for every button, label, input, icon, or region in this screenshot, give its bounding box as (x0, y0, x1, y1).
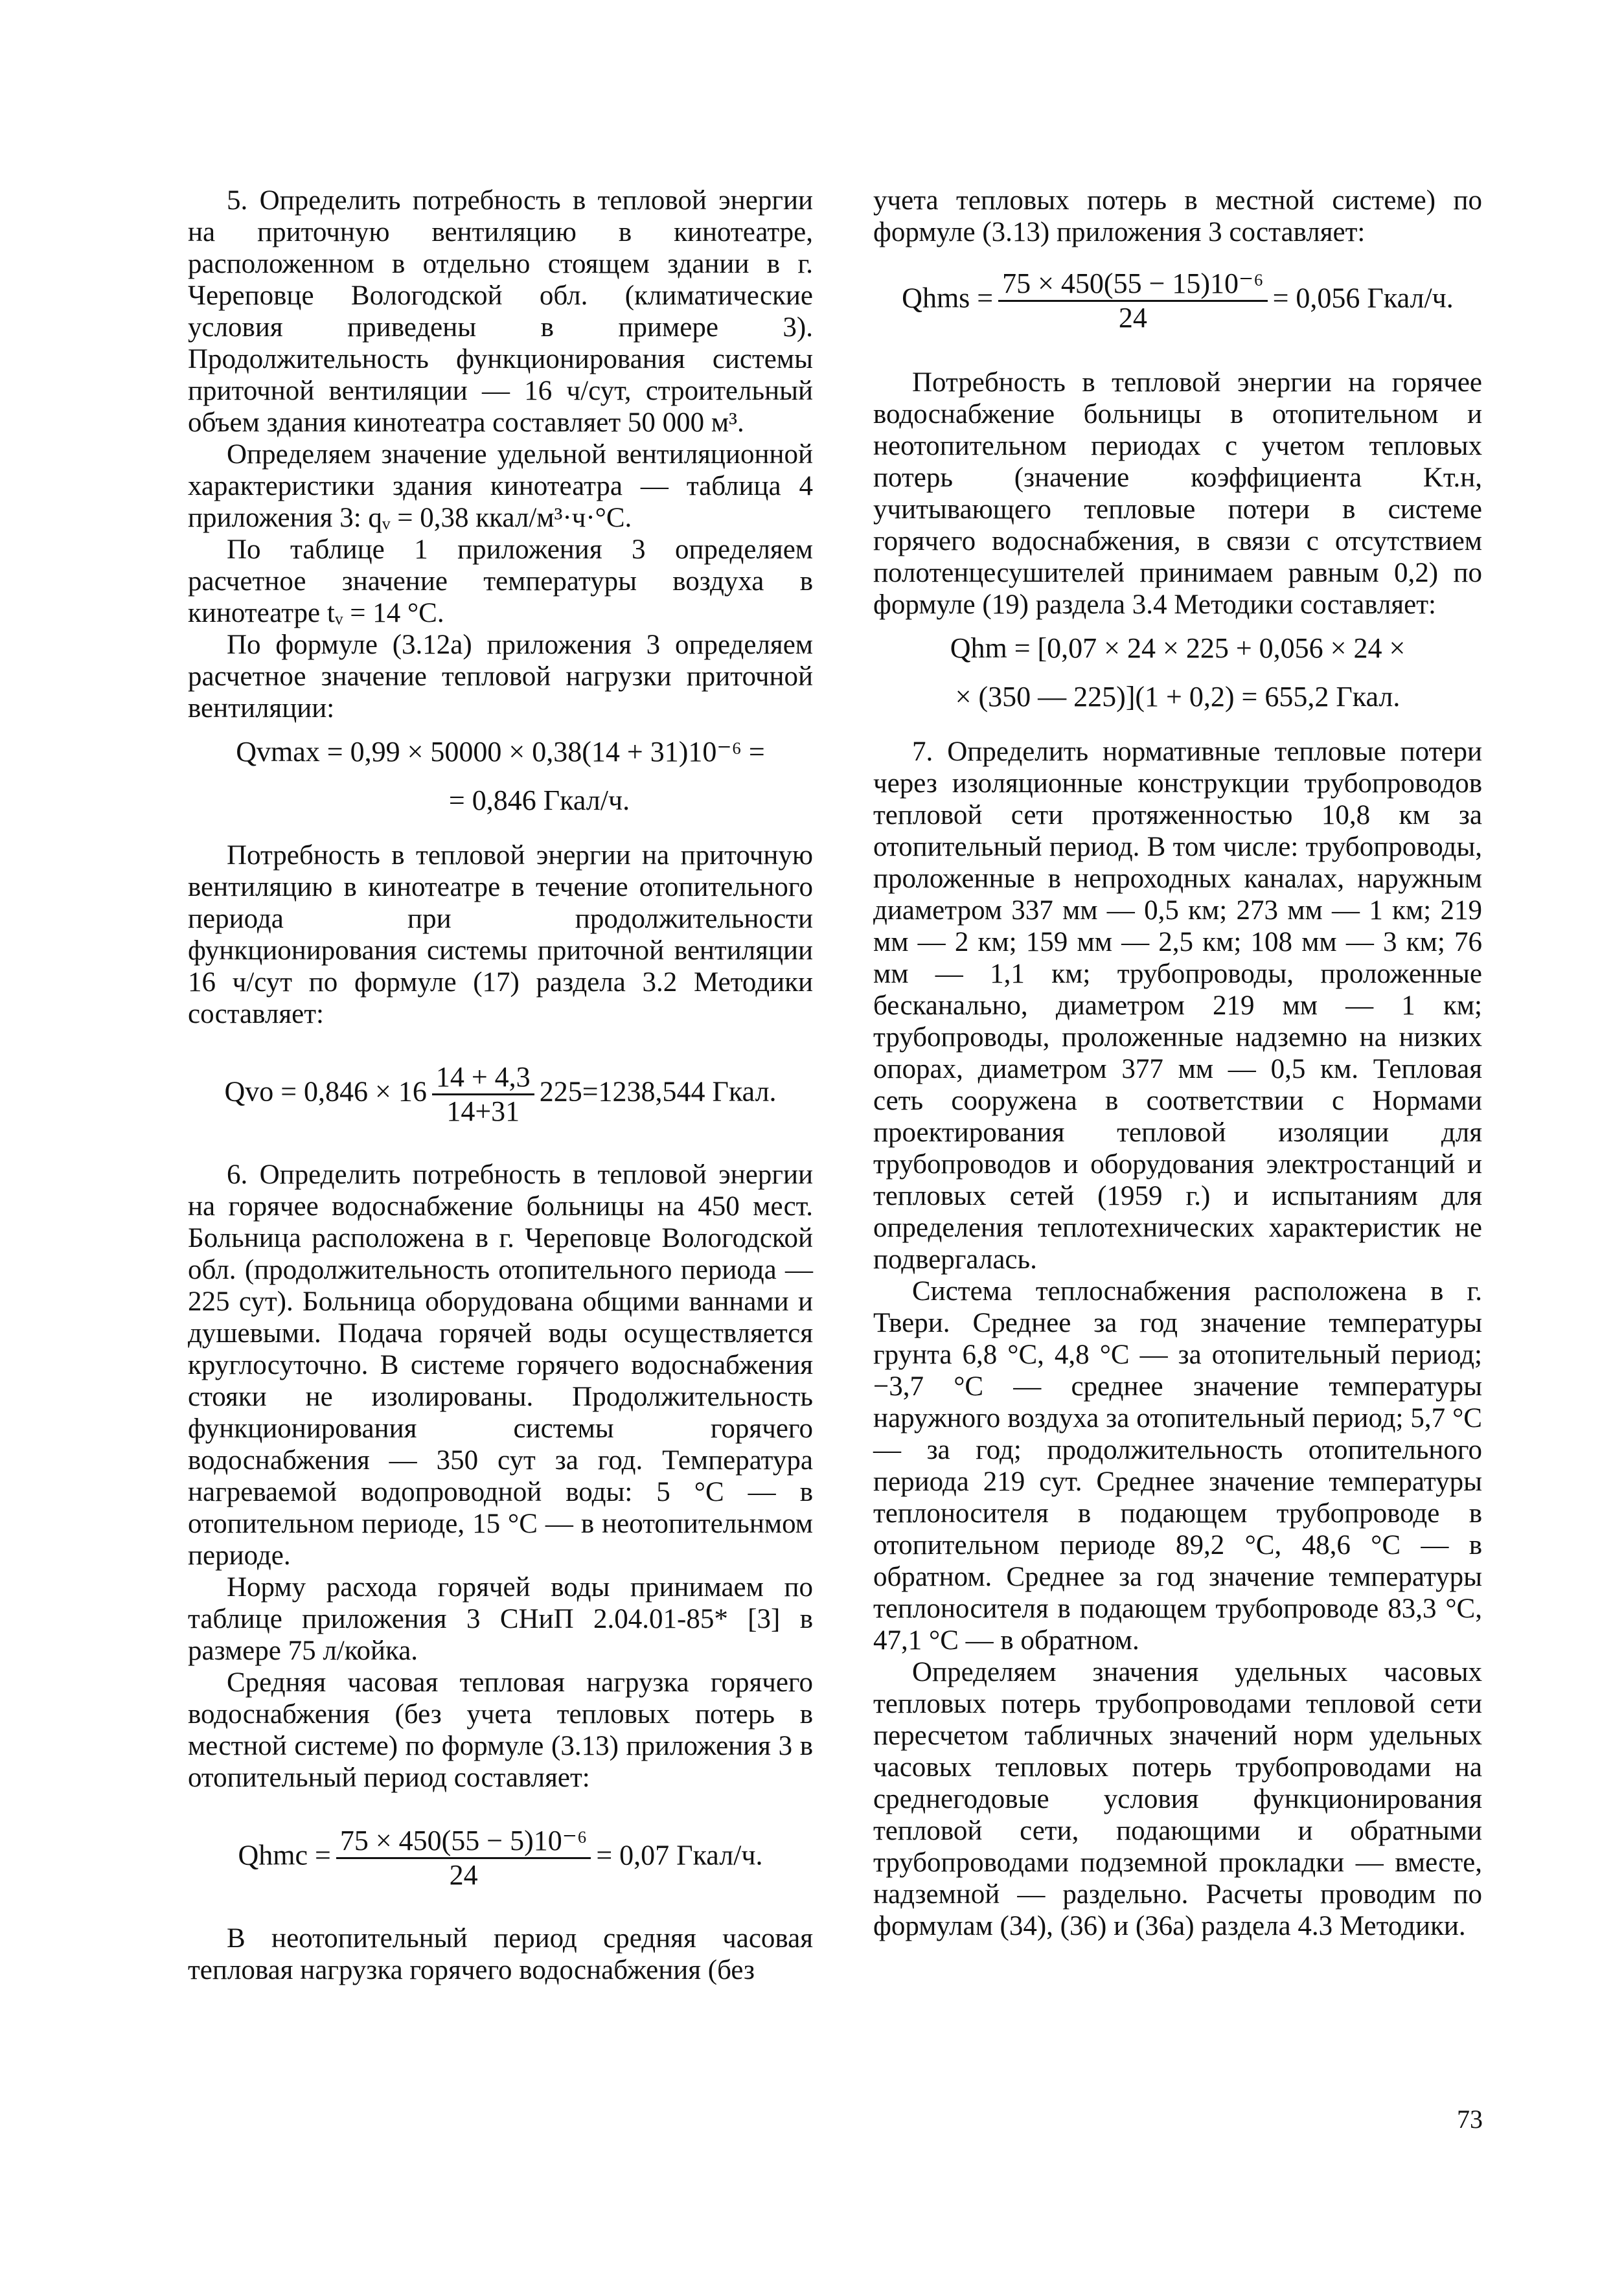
fraction-denominator: 24 (1118, 302, 1147, 334)
formula-qhms (873, 268, 1482, 334)
fraction (998, 268, 1268, 334)
paragraph: По таблице 1 приложения 3 определяем расчетное значение температуры воздуха в кинотеатре tᵥ = 14 °С. (188, 534, 813, 628)
formula-qhm-line1: Qhm = [0,07 × 24 × 225 + 0,056 × 24 × (950, 632, 1406, 664)
paragraph: В неотопительный период средняя часовая тепловая нагрузка горячего водоснабжения (без (188, 1923, 813, 1985)
formula-qhm-line2: × (350 — 225)](1 + 0,2) = 655,2 Гкал. (955, 681, 1401, 713)
formula-qvmax-line2: = 0,846 Гкал/ч. (448, 784, 630, 816)
formula-qhmc (188, 1825, 813, 1891)
formula-rhs: = 0,07 Гкал/ч. (596, 1839, 763, 1871)
fraction-numerator: 75 × 450(55 − 15)10⁻⁶ (998, 268, 1268, 302)
formula-rhs: = 0,056 Гкал/ч. (1272, 282, 1454, 314)
paragraph-task-6: 6. Определить потребность в тепловой энергии на горячее водоснабжение больницы на 450 мест. Больница расположена в г. Череповце Вологодской обл. (продолжительность отопительного периода — 225 сут). Больница оборудована общими ваннами и душевыми. Подача горячей воды осуществляется круглосуточно. В системе горячего водоснабжения стояки не изолированы. Продолжительность функционирования системы горячего водоснабжения — 350 сут за год. Температура нагреваемой водопроводной воды: 5 °С — в отопительном периоде, 15 °С — в неотопительнмом периоде. (188, 1159, 813, 1571)
fraction-numerator: 75 × 450(55 − 5)10⁻⁶ (336, 1825, 591, 1859)
fraction-denominator: 14+31 (446, 1095, 520, 1127)
fraction-numerator: 14 + 4,3 (432, 1061, 534, 1095)
paragraph: Норму расхода горячей воды принимаем по таблице приложения 3 СНиП 2.04.01-85* [3] в размере 75 л/койка. (188, 1572, 813, 1666)
fraction-denominator: 24 (449, 1859, 478, 1891)
paragraph: Потребность в тепловой энергии на приточную вентиляцию в кинотеатре в течение отопительного периода при продолжительности функционирования системы приточной вентиляции 16 ч/сут по формуле (17) раздела 3.2 Методики составляет: (188, 840, 813, 1029)
paragraph: По формуле (3.12а) приложения 3 определяем расчетное значение тепловой нагрузки приточной вентиляции: (188, 630, 813, 724)
paragraph: Потребность в тепловой энергии на горячее водоснабжение больницы в отопительном и неотопительном периодах с учетом тепловых потерь (значение коэффициента Kт.н, учитывающего тепловые потери в системе горячего водоснабжения, в связи с отсутствием полотенцесушителей принимаем равным 0,2) по формуле (19) раздела 3.4 Методики составляет: (873, 367, 1482, 620)
formula-qvmax-line1: Qvmax = 0,99 × 50000 × 0,38(14 + 31)10⁻⁶ = (236, 736, 765, 768)
formula-lhs: Qhms = (902, 282, 994, 314)
fraction (432, 1061, 534, 1128)
left-column (188, 185, 813, 1986)
formula-rhs: 225=1238,544 Гкал. (539, 1075, 777, 1108)
right-column (873, 185, 1482, 1942)
page-number: 73 (1457, 2105, 1483, 2134)
paragraph: Определяем значения удельных часовых тепловых потерь трубопроводами тепловой сети пересчетом табличных значений норм удельных часовых тепловых потерь трубопроводами на среднегодовые условия функционирования тепловой сети, подающими и обратными трубопроводами подземной прокладки — вместе, надземной — раздельно. Расчеты проводим по формулам (34), (36) и (36а) раздела 4.3 Методики. (873, 1657, 1482, 1941)
formula-qvo (188, 1061, 813, 1128)
paragraph-continued: учета тепловых потерь в местной системе) по формуле (3.13) приложения 3 составляет: (873, 185, 1482, 247)
formula-lhs: Qvo = 0,846 × 16 (224, 1075, 427, 1108)
paragraph: Система теплоснабжения расположена в г. Твери. Среднее за год значение температуры грунта 6,8 °С, 4,8 °С — за отопительный период; −3,7 °С — среднее значение температуры наружного воздуха за отопительный период; 5,7 °С — за год; продолжительность отопительного периода 219 сут. Среднее значение температуры теплоносителя в подающем трубопроводе в отопительном периоде 89,2 °С, 48,6 °С — в обратном. Среднее за год значение температуры теплоносителя в подающем трубопроводе 83,3 °С, 47,1 °С — в обратном. (873, 1276, 1482, 1656)
formula-lhs: Qhmc = (238, 1839, 331, 1871)
paragraph: Средняя часовая тепловая нагрузка горячего водоснабжения (без учета тепловых потерь в местной системе) по формуле (3.13) приложения 3 в отопительный период составляет: (188, 1667, 813, 1793)
paragraph-task-7: 7. Определить нормативные тепловые потери через изоляционные конструкции трубопроводов тепловой сети протяженностью 10,8 км за отопительный период. В том числе: трубопроводы, проложенные в непроходных каналах, наружным диаметром 337 мм — 0,5 км; 273 мм — 1 км; 219 мм — 2 км; 159 мм — 2,5 км; 108 мм — 3 км; 76 мм — 1,1 км; трубопроводы, проложенные бесканально, диаметром 219 мм — 1 км; трубопроводы, проложенные надземно на низких опорах, диаметром 377 мм — 0,5 км. Тепловая сеть сооружена в соответствии с Нормами проектирования тепловой изоляции для трубопроводов и оборудования электростанций и тепловых сетей (1959 г.) и испытаниям для определения теплотехнических характеристик не подвергалась. (873, 737, 1482, 1275)
paragraph: Определяем значение удельной вентиляционной характеристики здания кинотеатра — таблица 4 приложения 3: qᵥ = 0,38 ккал/м³·ч·°С. (188, 439, 813, 533)
paragraph-task-5: 5. Определить потребность в тепловой энергии на приточную вентиляцию в кинотеатре, расположенном в отдельно стоящем здании в г. Череповце Вологодской обл. (климатические условия приведены в примере 3). Продолжительность функционирования системы приточной вентиляции — 16 ч/сут, строительный объем здания кинотеатра составляет 50 000 м³. (188, 185, 813, 438)
fraction (336, 1825, 591, 1891)
